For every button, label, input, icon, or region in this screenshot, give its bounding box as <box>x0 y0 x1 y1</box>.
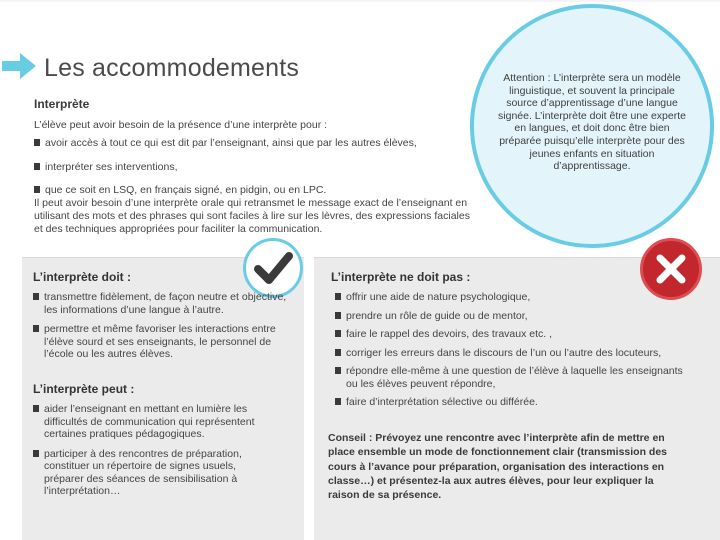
list-item: corriger les erreurs dans le discours de l’un ou l’autre des locuteurs, <box>335 347 691 360</box>
list-item: participer à des rencontres de préparation, constituer un répertoire de signes usuels, préparer des séances de sensibilisation à l’interprétation… <box>33 448 269 498</box>
bullet-icon <box>34 186 40 193</box>
bullet-icon <box>34 139 40 146</box>
oral-interpreter-paragraph: Il peut avoir besoin d’une interprète orale qui retransmet le message exact de l’enseignant en utilisant des mots et des phrases qui sont faciles à lire sur les lèvres, des expressions faciales et des techniques appropriées pour faciliter la communication. <box>34 197 470 235</box>
bullet-icon <box>33 325 39 332</box>
list-item: que ce soit en LSQ, en français signé, en pidgin, ou en LPC. <box>34 184 474 197</box>
list-item: interpréter ses interventions, <box>34 161 474 174</box>
section-title: Interprète <box>34 97 90 111</box>
bullet-icon <box>335 367 341 374</box>
list-item: transmettre fidèlement, de façon neutre et objective, les informations d’une langue à l’autre. <box>33 291 291 316</box>
bullet-icon <box>335 330 341 337</box>
bullet-icon <box>335 398 341 405</box>
list-item: avoir accès à tout ce qui est dit par l’enseignant, ainsi que par les autres élèves, <box>34 137 474 150</box>
list-item: offrir une aide de nature psychologique, <box>335 291 691 304</box>
checkmark-icon <box>246 241 300 295</box>
list-item: faire le rappel des devoirs, des travaux etc. , <box>335 328 691 341</box>
bullet-icon <box>33 293 39 300</box>
cross-icon <box>643 241 699 297</box>
list-item: faire d’interprétation sélective ou différée. <box>335 396 691 409</box>
bullet-icon <box>33 450 39 457</box>
bullet-icon <box>335 349 341 356</box>
peut-list <box>33 403 269 505</box>
check-badge <box>243 238 303 298</box>
ne-doit-pas-heading: L’interprète ne doit pas : <box>331 270 471 284</box>
section-intro: L’élève peut avoir besoin de la présence d’une interprète pour : <box>34 119 328 131</box>
list-item: prendre un rôle de guide ou de mentor, <box>335 310 691 323</box>
doit-heading: L’interprète doit : <box>33 270 132 284</box>
bullet-icon <box>335 312 341 319</box>
conseil-text: Conseil : Prévoyez une rencontre avec l’interprète afin de mettre en place ensemble un mode de fonctionnement clair (transmission des cours à l’avance pour préparation, organisation des interactions en classe…) et présentez-la aux autres élèves, pour leur expliquer la raison de sa présence. <box>328 432 667 502</box>
attention-text: Attention : L’interprète sera un modèle linguistique, et souvent la principale source d’apprentissage d’une langue signée. L’interprète doit être une experte en langues, et doit donc être bien préparée puisqu’elle interprète pour des jeunes enfants en situation d’apprentissage. <box>498 72 686 173</box>
right-arrow-icon <box>2 53 36 79</box>
doit-list <box>33 291 291 368</box>
slide-title: Les accommodements <box>44 54 300 82</box>
list-item: permettre et même favoriser les interactions entre l’élève sourd et ses enseignants, le personnel de l’école ou les autres élèves. <box>33 323 291 361</box>
list-item: aider l’enseignant en mettant en lumière les difficultés de communication qui représentent certaines pratiques pédagogiques. <box>33 403 269 441</box>
bullet-icon <box>335 293 341 300</box>
bullet-icon <box>34 163 40 170</box>
ne-doit-pas-list <box>335 291 691 415</box>
peut-heading: L’interprète peut : <box>33 382 135 396</box>
list-item: répondre elle-même à une question de l’élève à laquelle les enseignants ou les élèves peuvent répondre, <box>335 365 691 390</box>
bullet-icon <box>33 405 39 412</box>
